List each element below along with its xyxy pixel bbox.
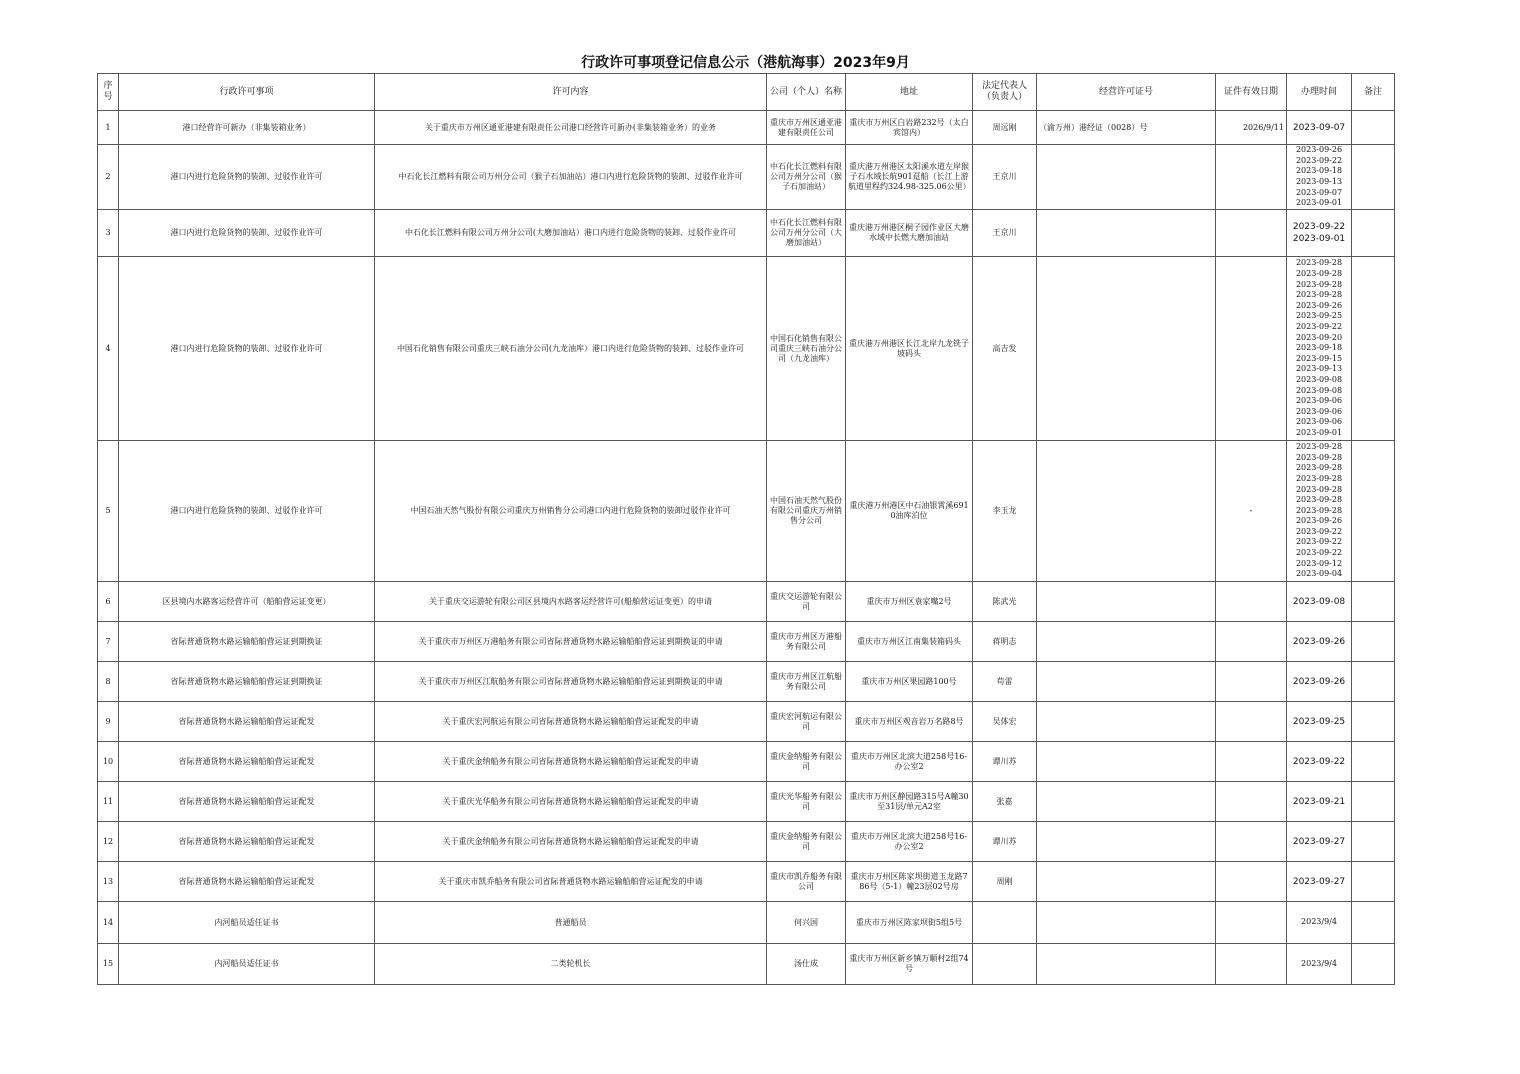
time-entry: 2023-09-26 [1292,676,1346,687]
time-entry: 2023-09-22 [1295,537,1343,547]
cell-note [1352,257,1395,441]
cell-item: 港口内进行危险货物的装卸、过驳作业许可 [119,145,375,210]
cell-address: 重庆市万州区白岩路232号（太白宾馆内） [846,111,973,145]
cell-note [1352,782,1395,822]
cell-valid [1216,257,1287,441]
cell-time [1287,582,1352,622]
cell-seq: 9 [98,702,119,742]
time-entry: 2023-09-01 [1295,198,1343,208]
cell-content: 中国石油天然气股份有限公司重庆万州销售分公司港口内进行危险货物的装卸过驳作业许可 [375,441,767,582]
header-rep: 法定代表人（负责人） [973,74,1037,111]
header-note: 备注 [1352,74,1395,111]
cell-note [1352,441,1395,582]
header-row [98,74,1395,111]
cell-note [1352,742,1395,782]
time-entry: 2023-09-27 [1292,876,1346,887]
cell-company: 重庆市万州区通亚港建有限责任公司 [767,111,846,145]
cell-rep: 周远刚 [973,111,1037,145]
time-entry: 2023-09-04 [1295,569,1343,579]
cell-rep [973,944,1037,985]
cell-time [1287,862,1352,902]
cell-company: 中国石油天然气股份有限公司重庆万州销售分公司 [767,441,846,582]
cell-address: 重庆市万州区袁家嘴2号 [846,582,973,622]
cell-license: （渝万州）港经证（0028）号 [1037,111,1216,145]
time-entry: 2023-09-01 [1295,427,1343,437]
cell-company: 重庆金纳船务有限公司 [767,742,846,782]
cell-license [1037,862,1216,902]
cell-company: 重庆金纳船务有限公司 [767,822,846,862]
time-entry: 2023-09-26 [1295,516,1343,526]
cell-time [1287,662,1352,702]
header-seq: 序号 [98,74,119,111]
cell-item: 省际普通货物水路运输船舶营运证配发 [119,862,375,902]
cell-item: 港口内进行危险货物的装卸、过驳作业许可 [119,257,375,441]
cell-address: 重庆市万州区观音岩万名路8号 [846,702,973,742]
table-row [98,944,1395,985]
cell-seq: 6 [98,582,119,622]
cell-item: 港口内进行危险货物的装卸、过驳作业许可 [119,441,375,582]
cell-seq: 2 [98,145,119,210]
cell-note [1352,622,1395,662]
cell-seq: 12 [98,822,119,862]
cell-company: 中国石化销售有限公司重庆三峡石油分公司（九龙油库） [767,257,846,441]
cell-item: 省际普通货物水路运输船舶营运证配发 [119,702,375,742]
time-entry: 2023-09-08 [1295,374,1343,384]
time-entry: 2023-09-08 [1295,385,1343,395]
time-entry: 2023-09-28 [1295,452,1343,462]
time-entry: 2023-09-28 [1295,269,1343,279]
time-entry: 2023-09-28 [1295,290,1343,300]
page-title: 行政许可事项登记信息公示（港航海事）2023年9月 [581,55,910,71]
time-entry: 2023-09-28 [1295,442,1343,452]
table-row [98,902,1395,944]
cell-item: 省际普通货物水路运输船舶营运证到期换证 [119,622,375,662]
cell-seq: 11 [98,782,119,822]
time-entry: 2023-09-07 [1292,122,1346,133]
cell-seq: 3 [98,210,119,257]
cell-company: 重庆市万州区江航船务有限公司 [767,662,846,702]
cell-rep: 苟雷 [973,662,1037,702]
cell-license [1037,944,1216,985]
cell-valid [1216,862,1287,902]
cell-content: 二类轮机长 [375,944,767,985]
cell-rep: 李玉龙 [973,441,1037,582]
cell-note [1352,862,1395,902]
cell-note [1352,111,1395,145]
header-item: 行政许可事项 [119,74,375,111]
time-entry: 2023-09-07 [1295,187,1343,197]
cell-time [1287,742,1352,782]
cell-address: 重庆市万州区新乡镇万顺村2组74号 [846,944,973,985]
cell-time [1287,441,1352,582]
cell-item: 省际普通货物水路运输船舶营运证到期换证 [119,662,375,702]
cell-note [1352,582,1395,622]
cell-valid [1216,582,1287,622]
cell-company: 重庆宏河航运有限公司 [767,702,846,742]
cell-license [1037,782,1216,822]
time-entry: 2023-09-26 [1295,300,1343,310]
cell-seq: 13 [98,862,119,902]
table-row [98,622,1395,662]
table-row [98,662,1395,702]
cell-company: 中石化长江燃料有限公司万州分公司（大磨加油站） [767,210,846,257]
header-content: 许可内容 [375,74,767,111]
table-row [98,111,1395,145]
cell-address: 重庆市万州区陈家坝街5组5号 [846,902,973,944]
cell-content: 关于重庆市万州区万港船务有限公司省际普通货物水路运输船舶营运证到期换证的申请 [375,622,767,662]
time-entry: 2023-09-12 [1295,558,1343,568]
time-entry: 2023-09-20 [1295,332,1343,342]
time-entry: 2023/9/4 [1301,917,1337,927]
cell-company: 重庆光华船务有限公司 [767,782,846,822]
cell-note [1352,210,1395,257]
cell-valid [1216,702,1287,742]
header-license: 经营许可证号 [1037,74,1216,111]
time-entry: 2023-09-28 [1295,495,1343,505]
header-company: 公司（个人）名称 [767,74,846,111]
cell-note [1352,702,1395,742]
time-entry: 2023-09-25 [1292,716,1346,727]
cell-content: 中国石化销售有限公司重庆三峡石油分公司(九龙油库）港口内进行危险货物的装卸、过驳作业许可 [375,257,767,441]
time-entry: 2023/9/4 [1301,958,1337,968]
license-table [97,73,1395,985]
time-entry: 2023-09-22 [1292,756,1346,767]
cell-valid [1216,210,1287,257]
cell-rep: 周刚 [973,862,1037,902]
cell-note [1352,944,1395,985]
cell-seq: 7 [98,622,119,662]
header-time: 办理时间 [1287,74,1352,111]
cell-valid [1216,782,1287,822]
cell-item: 区县境内水路客运经营许可（船舶营运证变更） [119,582,375,622]
cell-valid [1216,742,1287,782]
cell-rep: 蒋明志 [973,622,1037,662]
cell-license [1037,822,1216,862]
table-row [98,742,1395,782]
cell-license [1037,902,1216,944]
time-entry: 2023-09-26 [1295,145,1343,155]
cell-license [1037,145,1216,210]
time-entry: 2023-09-28 [1295,463,1343,473]
time-entry: 2023-09-28 [1295,484,1343,494]
cell-valid [1216,145,1287,210]
time-entry: 2023-09-22 [1295,155,1343,165]
cell-seq: 1 [98,111,119,145]
cell-time [1287,210,1352,257]
cell-item: 港口经营许可新办（非集装箱业务） [119,111,375,145]
cell-address: 重庆港万州港区长江北岸九龙铣子坡码头 [846,257,973,441]
cell-item: 港口内进行危险货物的装卸、过驳作业许可 [119,210,375,257]
cell-note [1352,902,1395,944]
cell-content: 关于重庆市万州区通亚港建有限责任公司港口经营许可新办(非集装箱业务）的业务 [375,111,767,145]
cell-company: 重庆市凯乔船务有限公司 [767,862,846,902]
header-valid: 证件有效日期 [1216,74,1287,111]
cell-time [1287,257,1352,441]
cell-note [1352,662,1395,702]
cell-valid: - [1216,441,1287,582]
cell-rep: 王京川 [973,210,1037,257]
cell-rep: 谭川苏 [973,742,1037,782]
cell-item: 省际普通货物水路运输船舶营运证配发 [119,782,375,822]
time-entry: 2023-09-22 [1295,548,1343,558]
cell-content: 中石化长江燃料有限公司万州分公司(大磨加油站）港口内进行危险货物的装卸、过驳作业许可 [375,210,767,257]
table-row [98,441,1395,582]
cell-valid [1216,902,1287,944]
cell-valid [1216,944,1287,985]
table-row [98,257,1395,441]
table-row [98,145,1395,210]
cell-rep: 谭川苏 [973,822,1037,862]
cell-seq: 5 [98,441,119,582]
cell-note [1352,822,1395,862]
time-entry: 2023-09-28 [1295,505,1343,515]
cell-content: 关于重庆交运游轮有限公司区县境内水路客运经营许可(船舶营运证变更）的申请 [375,582,767,622]
cell-license [1037,702,1216,742]
cell-item: 省际普通货物水路运输船舶营运证配发 [119,822,375,862]
cell-license [1037,441,1216,582]
table-row [98,822,1395,862]
cell-rep [973,902,1037,944]
time-entry: 2023-09-27 [1292,836,1346,847]
cell-content: 关于重庆宏河航运有限公司省际普通货物水路运输船舶营运证配发的申请 [375,702,767,742]
cell-time [1287,622,1352,662]
cell-time [1287,145,1352,210]
cell-seq: 8 [98,662,119,702]
time-entry: 2023-09-06 [1295,406,1343,416]
cell-company: 汤仕成 [767,944,846,985]
time-entry: 2023-09-08 [1292,596,1346,607]
time-entry: 2023-09-21 [1292,796,1346,807]
time-entry: 2023-09-22 [1295,526,1343,536]
cell-valid [1216,662,1287,702]
time-entry: 2023-09-13 [1295,364,1343,374]
cell-content: 普通船员 [375,902,767,944]
cell-note [1352,145,1395,210]
cell-rep: 王京川 [973,145,1037,210]
time-entry: 2023-09-26 [1292,636,1346,647]
cell-content: 关于重庆光华船务有限公司省际普通货物水路运输船舶营运证配发的申请 [375,782,767,822]
header-address: 地址 [846,74,973,111]
cell-address: 重庆市万州区静园路315号A幢30至31层/单元A2室 [846,782,973,822]
cell-address: 重庆市万州区北滨大道258号16-办公室2 [846,822,973,862]
cell-company: 重庆交运游轮有限公司 [767,582,846,622]
cell-valid [1216,822,1287,862]
cell-time [1287,944,1352,985]
cell-valid: 2026/9/11 [1216,111,1287,145]
cell-content: 关于重庆金纳船务有限公司省际普通货物水路运输船舶营运证配发的申请 [375,742,767,782]
cell-company: 何兴国 [767,902,846,944]
time-entry: 2023-09-25 [1295,311,1343,321]
cell-valid [1216,622,1287,662]
cell-time [1287,782,1352,822]
cell-address: 重庆市万州区陈家坝街道玉龙路786号（5-1）幢23层02号房 [846,862,973,902]
cell-seq: 15 [98,944,119,985]
cell-time [1287,111,1352,145]
time-entry: 2023-09-06 [1295,417,1343,427]
time-entry: 2023-09-28 [1295,258,1343,268]
cell-content: 关于重庆市万州区江航船务有限公司省际普通货物水路运输船舶营运证到期换证的申请 [375,662,767,702]
cell-rep: 张嘉 [973,782,1037,822]
cell-address: 重庆市万州区果园路100号 [846,662,973,702]
cell-address: 重庆港万州港区桐子园作业区大磨水域中长燃大磨加油站 [846,210,973,257]
cell-item: 内河船员适任证书 [119,902,375,944]
cell-seq: 4 [98,257,119,441]
cell-address: 重庆市万州区北滨大道258号16-办公室2 [846,742,973,782]
cell-license [1037,742,1216,782]
time-entry: 2023-09-22 [1295,322,1343,332]
cell-rep: 吴体宏 [973,702,1037,742]
time-entry: 2023-09-28 [1295,279,1343,289]
cell-time [1287,702,1352,742]
cell-rep: 陈武光 [973,582,1037,622]
time-entry: 2023-09-06 [1295,396,1343,406]
cell-content: 关于重庆市凯乔船务有限公司省际普通货物水路运输船舶营运证配发的申请 [375,862,767,902]
time-entry: 2023-09-13 [1295,177,1343,186]
table-row [98,702,1395,742]
cell-address: 重庆市万州区江南集装箱码头 [846,622,973,662]
time-entry: 2023-09-22 [1292,222,1346,232]
cell-company: 重庆市万州区万港船务有限公司 [767,622,846,662]
cell-rep: 高吉发 [973,257,1037,441]
table-row [98,582,1395,622]
cell-company: 中石化长江燃料有限公司万州分公司（猴子石加油站） [767,145,846,210]
cell-license [1037,257,1216,441]
cell-license [1037,210,1216,257]
cell-content: 关于重庆金纳船务有限公司省际普通货物水路运输船舶营运证配发的申请 [375,822,767,862]
cell-item: 内河船员适任证书 [119,944,375,985]
cell-time [1287,822,1352,862]
cell-content: 中石化长江燃料有限公司万州分公司（猴子石加油站）港口内进行危险货物的装卸、过驳作业许可 [375,145,767,210]
time-entry: 2023-09-15 [1295,353,1343,363]
time-entry: 2023-09-28 [1295,473,1343,483]
cell-item: 省际普通货物水路运输船舶营运证配发 [119,742,375,782]
cell-seq: 14 [98,902,119,944]
cell-license [1037,662,1216,702]
cell-time [1287,902,1352,944]
cell-address: 重庆港万州港区太阳溪水道左岸猴子石水域长航901趸船（长江上游航道里程约324.98-325.06公里） [846,145,973,210]
time-entry: 2023-09-18 [1295,343,1343,353]
time-entry: 2023-09-01 [1292,234,1346,244]
cell-license [1037,582,1216,622]
table-row [98,862,1395,902]
table-row [98,210,1395,257]
cell-seq: 10 [98,742,119,782]
cell-address: 重庆港万州港区中石油银霄溪6910油库泊位 [846,441,973,582]
cell-license [1037,622,1216,662]
table-row [98,782,1395,822]
time-entry: 2023-09-18 [1295,166,1343,176]
